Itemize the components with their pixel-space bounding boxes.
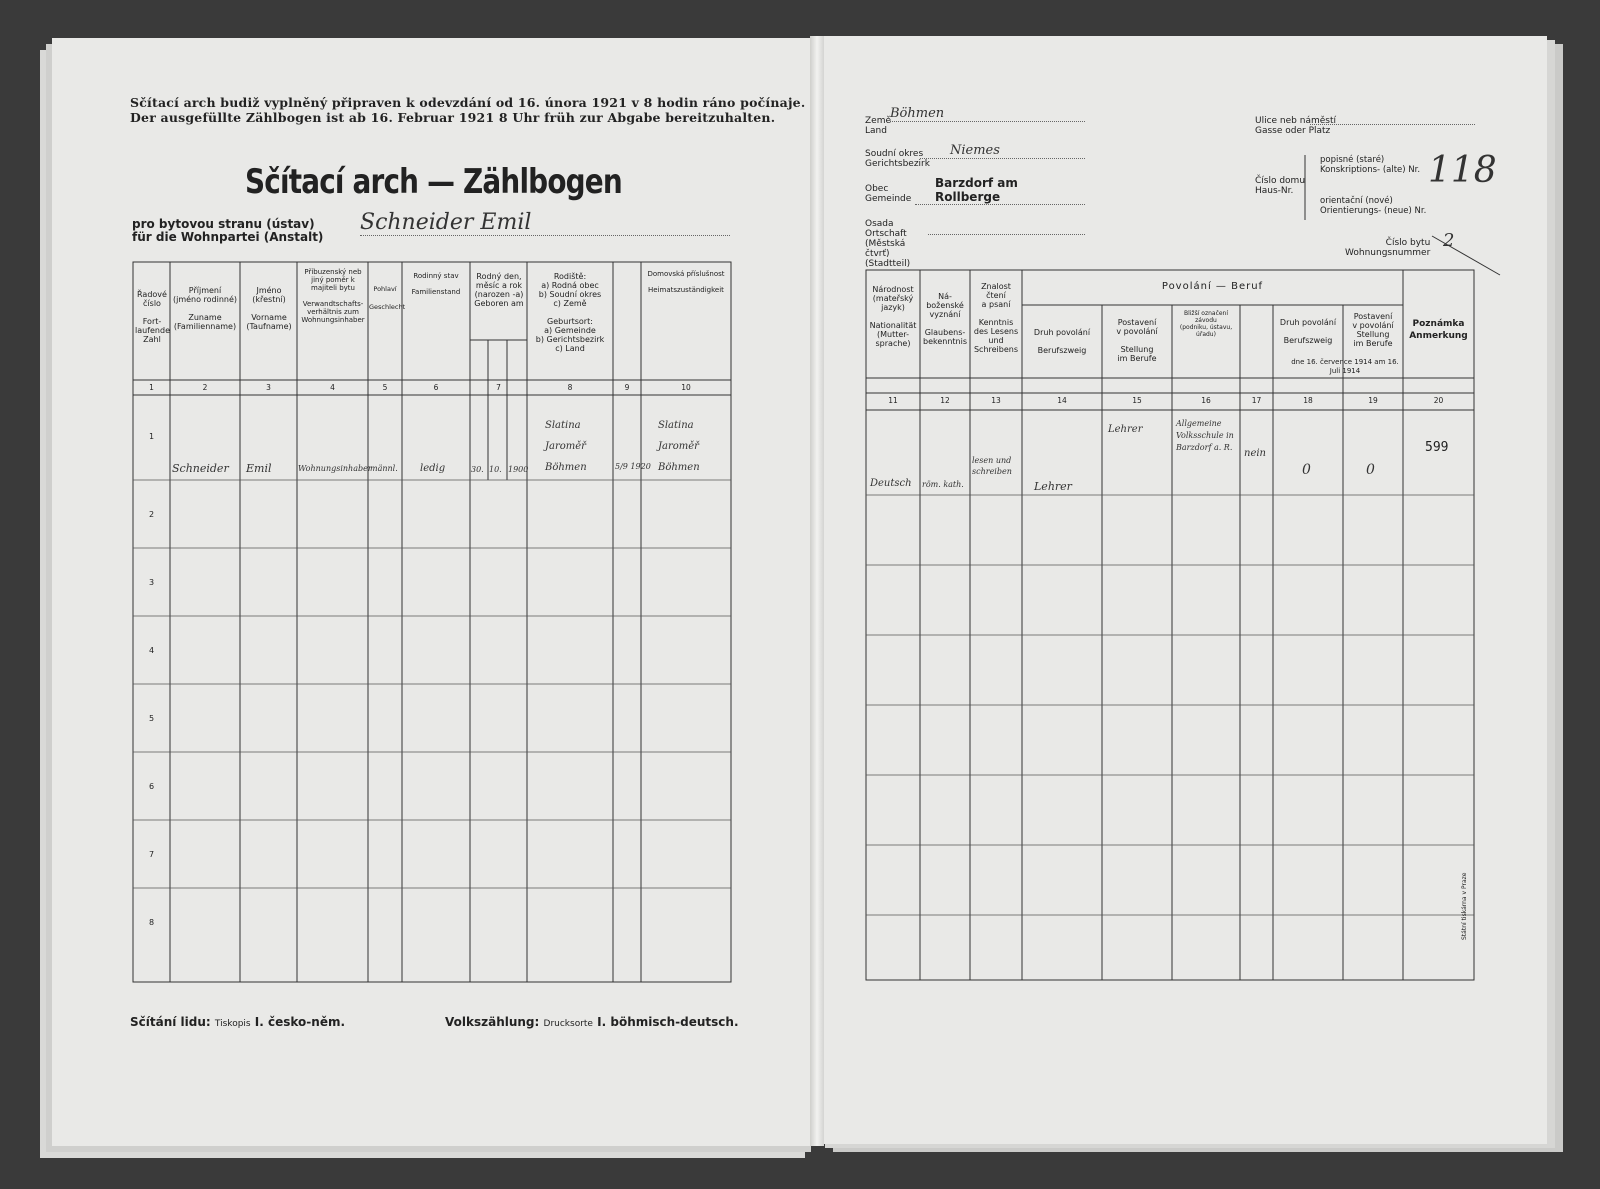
house-label-cz: Číslo domu: [1255, 176, 1306, 186]
house-value: 118: [1428, 150, 1497, 191]
row-num: 4: [149, 646, 155, 655]
entry-col9: 5/9 1920: [615, 462, 651, 471]
rcol-header-19: Postavení v povolání Stellung im Berufe: [1352, 312, 1394, 348]
entry-year: 1900: [508, 465, 529, 474]
col-num-8: 8: [567, 383, 573, 392]
land-value: Böhmen: [890, 106, 1085, 122]
col-num-5: 5: [382, 383, 388, 392]
rcol-num-20: 20: [1433, 396, 1444, 405]
entry-literacy: lesen und schreiben: [972, 456, 1012, 476]
entry-firstname: Emil: [246, 462, 272, 475]
entry-surname: Schneider: [172, 462, 229, 475]
footer-de-label: Volkszählung:: [445, 1015, 540, 1029]
rcol-header-14: Druh povolání Berufszweig: [1033, 328, 1091, 355]
house-new-label: orientační (nové) Orientierungs- (neue) Nr.: [1320, 196, 1427, 216]
entry-employer: Allgemeine Volksschule in Barzdorf a. R.: [1176, 419, 1234, 452]
entry-birth-c: Böhmen: [545, 462, 587, 473]
flat-value: 2: [1443, 230, 1455, 251]
col-header-5: Pohlaví Geschlecht: [369, 285, 406, 311]
entry-month: 10.: [489, 465, 502, 474]
occupation-header: Povolání — Beruf: [1161, 281, 1264, 292]
col-num-10: 10: [681, 383, 691, 392]
district-label-cz: Soudní okres: [865, 149, 924, 159]
footer-de-form: Drucksorte: [543, 1019, 593, 1029]
house-old-label: popisné (staré) Konskriptions- (alte) Nr.: [1320, 155, 1421, 175]
row-num: 6: [149, 782, 155, 791]
row-num: 2: [149, 510, 155, 519]
rcol-header-13: Znalost čtení a psaní Kenntnis des Lesens und Schreibens: [973, 282, 1019, 354]
entry-nationality: Deutsch: [870, 478, 912, 489]
district-label-de: Gerichtsbezirk: [865, 159, 930, 169]
entry-sex: männl.: [370, 464, 398, 473]
col-header-3: Jméno (křestní) Vorname (Taufname): [246, 286, 292, 331]
entry-col19: 0: [1366, 462, 1375, 478]
rcol-header-18: Druh povolání Berufszweig: [1279, 318, 1337, 345]
town-value: Barzdorf am Rollberge: [915, 176, 1085, 205]
col-header-2: Příjmení (jméno rodinné) Zuname (Familienname): [172, 286, 238, 331]
party-label-cz: pro bytovou stranu (ústav): [132, 217, 315, 231]
flat-label-de: Wohnungsnummer: [1345, 248, 1431, 258]
rcol-num-13: 13: [991, 396, 1001, 405]
rcol-num-11: 11: [888, 396, 898, 405]
col-num-6: 6: [433, 383, 439, 392]
entry-col18: 0: [1302, 462, 1311, 478]
form-title: Sčítací arch — Zählbogen: [245, 162, 622, 202]
flat-label-cz: Číslo bytu: [1385, 238, 1431, 248]
rcol-num-12: 12: [940, 396, 950, 405]
row-num: 1: [149, 432, 155, 441]
rcol-header-15: Postavení v povolání Stellung im Berufe: [1116, 318, 1158, 363]
rcol-header-12: Ná- boženské vyznání Glaubens- bekenntnis: [922, 292, 967, 346]
entry-relation: Wohnungsinhaber: [298, 464, 372, 473]
entry-birth-a: Slatina: [545, 420, 581, 431]
row-num: 8: [149, 918, 155, 927]
settlement-label: Osada Ortschaft (Městská čtvrť) (Stadtteil): [865, 219, 911, 269]
rcol-header-16: Bližší označení závodu (podniku, ústavu, úřadu): [1179, 310, 1233, 338]
house-label-de: Haus-Nr.: [1255, 186, 1294, 196]
col-header-6: Rodinný stav Familienstand: [411, 272, 461, 296]
col-num-1: 1: [149, 383, 154, 392]
district-value: Niemes: [920, 143, 1085, 159]
rcol-header-11: Národnost (mateřský jazyk) Nationalität (Mutter- sprache): [869, 285, 917, 348]
col-header-7: Rodný den, měsíc a rok (narozen -a) Geboren am: [474, 272, 524, 308]
col-header-10: Domovská příslušnost Heimatszuständigkeit: [647, 270, 725, 294]
rcol-num-17: 17: [1251, 396, 1262, 405]
footer-cz-form: Tiskopis: [214, 1019, 251, 1029]
footer-cz-label: Sčítání lidu:: [130, 1015, 211, 1029]
entry-occupation: Lehrer: [1034, 480, 1072, 493]
town-label-cz: Obec: [865, 184, 889, 194]
entry-status: ledig: [420, 463, 446, 474]
rcol-header-20: Poznámka Anmerkung: [1409, 319, 1468, 341]
rcol-num-19: 19: [1368, 396, 1378, 405]
notice-line-de: Der ausgefüllte Zählbogen ist ab 16. Februar 1921 8 Uhr früh zur Abgabe bereitzuhalten.: [130, 110, 776, 125]
col-num-4: 4: [330, 383, 335, 392]
col-header-1: Řadové číslo Fort-laufende Zahl: [135, 290, 171, 344]
row-num: 3: [149, 578, 155, 587]
entry-col17: nein: [1244, 448, 1266, 459]
land-label-cz: Země: [865, 116, 892, 126]
notice-line-cz: Sčítací arch budiž vyplněný připraven k odevzdání od 16. února 1921 v 8 hodin ráno počínaje.: [130, 95, 806, 110]
entry-birth-b: Jaroměř: [545, 441, 586, 452]
entry-religion: röm. kath.: [922, 480, 964, 489]
footer-cz-value: I. česko-něm.: [254, 1015, 346, 1029]
party-name: Schneider Emil: [360, 210, 730, 236]
col-header-4: Příbuzenský neb jiný poměr k majiteli bytu Verwandtschafts-verhältnis zum Wohnungsinhaber: [301, 268, 365, 324]
town-label-de: Gemeinde: [865, 194, 912, 204]
rcol-num-14: 14: [1057, 396, 1067, 405]
col-num-9: 9: [624, 383, 630, 392]
printer-note: Státní tiskárna v Praze: [1461, 872, 1468, 940]
col-header-8: Rodiště: a) Rodná obec b) Soudní okres c) Země Geburtsort: a) Gemeinde b) Gerichtsbezirk c) Land: [535, 272, 605, 353]
party-label-de: für die Wohnpartei (Anstalt): [132, 230, 324, 244]
rcol-num-16: 16: [1201, 396, 1211, 405]
row-num: 7: [149, 850, 155, 859]
entry-home-b: Jaroměř: [658, 441, 699, 452]
col-num-2: 2: [202, 383, 208, 392]
entry-remark: 599: [1425, 440, 1449, 455]
col-num-7: 7: [496, 383, 501, 392]
row-num: 5: [149, 714, 155, 723]
rcol-num-15: 15: [1132, 396, 1142, 405]
street-label-de: Gasse oder Platz: [1255, 126, 1331, 136]
col-num-3: 3: [266, 383, 271, 392]
footer-de-value: I. böhmisch-deutsch.: [597, 1015, 739, 1029]
entry-home-a: Slatina: [658, 420, 694, 431]
rcol-num-18: 18: [1303, 396, 1313, 405]
date-note: dne 16. července 1914 am 16. Juli 1914: [1291, 358, 1399, 375]
entry-day: 30.: [471, 465, 484, 474]
entry-position: Lehrer: [1108, 424, 1143, 435]
entry-home-c: Böhmen: [658, 462, 700, 473]
land-label-de: Land: [865, 126, 887, 136]
street-label-cz: Ulice neb náměstí: [1255, 116, 1336, 126]
